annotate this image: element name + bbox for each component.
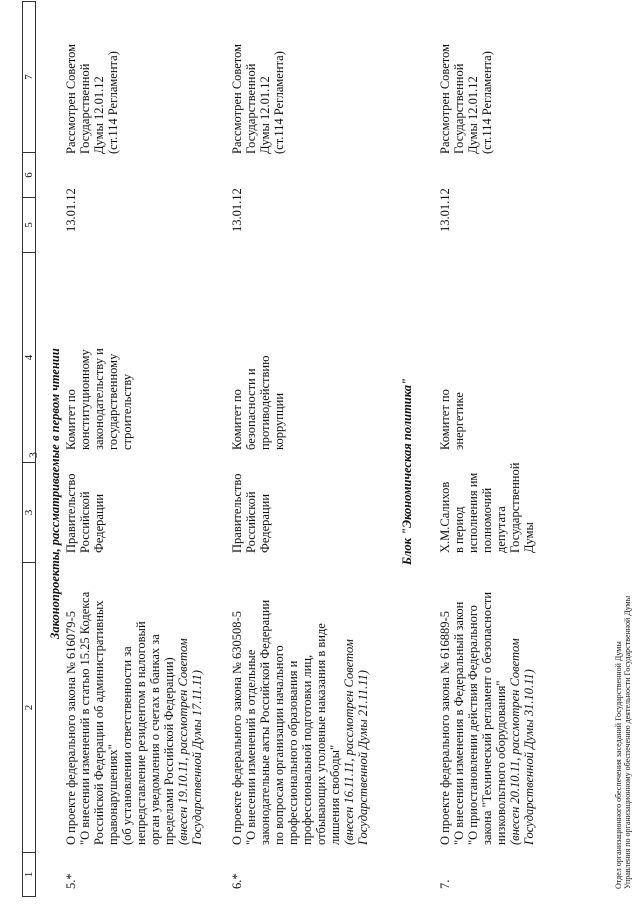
committee <box>230 350 286 450</box>
bill-title-line: профессионального образования и <box>286 660 300 845</box>
bill-title-line: по вопросам организации начального <box>272 645 286 845</box>
initiator-line: в период <box>452 506 466 553</box>
committee-line: Комитет по <box>438 389 452 450</box>
bill-title-line: Российской Федерации об административных <box>92 600 106 845</box>
status-line: Рассмотрен Советом <box>438 43 452 154</box>
column-number: 4 <box>23 253 36 463</box>
bill-title-line: отбывающих уголовные наказания в виде <box>314 623 328 845</box>
committee-line: противодействию <box>258 355 272 450</box>
committee-line: Комитет по <box>64 389 78 450</box>
committee-line: Комитет по <box>230 389 244 450</box>
bill-title-line: "О внесении изменения в Федеральный закон <box>452 601 466 845</box>
status-line: Думы 12.01.12 <box>258 76 272 154</box>
initiator-line: исполнения им <box>466 472 480 553</box>
bill-title-line: О проекте федерального закона № 616079-5 <box>64 611 78 845</box>
column-number: 6 <box>23 153 36 198</box>
bill-title-line: О проекте федерального закона № 630508-5 <box>230 611 244 845</box>
initiator-line: Правительство <box>230 473 244 553</box>
status-line: Государственной <box>78 63 92 154</box>
initiator-line: Российской <box>244 491 258 553</box>
status-line: Государственной <box>452 63 466 154</box>
bill-title-line: О проекте федерального закона № 616889-5 <box>438 611 452 845</box>
bill-note-line: Государственной Думы 31.10.11) <box>522 669 536 845</box>
committee <box>64 350 134 450</box>
bill-title-line: непредставление резидентом в налоговый <box>134 621 148 845</box>
bill-note-line: Государственной Думы 17.11.11) <box>190 670 204 845</box>
initiator <box>64 473 106 553</box>
bill-title-line: правонарушениях" <box>106 744 120 845</box>
status <box>230 24 286 154</box>
page-number: 3 <box>26 452 40 458</box>
bill-title-line: "О приостановлении действия Федерального <box>466 605 480 845</box>
column-number: 3 <box>23 463 36 563</box>
status-line: (ст.114 Регламента) <box>106 51 120 154</box>
section-header: Законопроекты, рассматриваемые в первом чтении <box>48 348 62 639</box>
block-header: Блок "Экономическая политика" <box>400 378 414 565</box>
column-number: 2 <box>23 563 36 853</box>
status <box>438 24 494 154</box>
bill-title-line: "О внесении изменений в отдельные <box>244 649 258 845</box>
committee-line: государственному <box>106 353 120 450</box>
initiator-line: Российской <box>78 491 92 553</box>
bill-note-line: (внесен 16.11.11, рассмотрен Советом <box>342 639 356 845</box>
initiator-line: Х.М.Салихов <box>438 481 452 553</box>
bill-description <box>230 557 370 845</box>
status-line: (ст.114 Регламента) <box>480 51 494 154</box>
column-number-header <box>22 1 36 897</box>
bill-note-line: (внесен 19.10.11, рассмотрен Советом <box>176 638 190 845</box>
initiator-line: Федерации <box>258 493 272 553</box>
footer-line: Отдел организационного обеспечения заседаний Государственной Думы <box>614 641 623 889</box>
bill-title-line: лишения свободы" <box>328 744 342 845</box>
status-line: Государственной <box>244 63 258 154</box>
row-number: 7. <box>438 879 452 889</box>
status-line: Рассмотрен Советом <box>230 43 244 154</box>
initiator <box>438 462 536 553</box>
bill-note-line: (внесен 20.10.11, рассмотрен Советом <box>508 638 522 845</box>
committee-line: законодательству и <box>92 348 106 450</box>
bill-title-line: закона "Технический регламент о безопасности <box>480 591 494 845</box>
bill-title-line: низковольтного оборудования" <box>494 680 508 845</box>
committee-line: энергетике <box>452 392 466 450</box>
committee-line: строительству <box>120 373 134 450</box>
bill-description <box>438 557 536 845</box>
column-number: 1 <box>23 853 36 897</box>
bill-title-line: пределами Российской Федерации) <box>162 657 176 845</box>
date: 13.01.12 <box>438 188 452 232</box>
initiator-line: Думы <box>522 522 536 553</box>
status <box>64 24 120 154</box>
initiator-line: Правительство <box>64 473 78 553</box>
footer <box>614 596 632 889</box>
bill-description <box>64 557 204 845</box>
initiator-line: депутата <box>494 506 508 553</box>
date: 13.01.12 <box>230 188 244 232</box>
footer-line: Управления по организационному обеспечению деятельности Государственной Думы <box>623 595 632 889</box>
committee-line: коррупции <box>272 392 286 450</box>
date: 13.01.12 <box>64 188 78 232</box>
bill-note-line: Государственной Думы 21.11.11) <box>356 670 370 845</box>
row-number: 6.* <box>230 873 244 889</box>
status-line: Рассмотрен Советом <box>64 43 78 154</box>
initiator-line: полномочий <box>480 487 494 553</box>
column-number: 7 <box>23 2 36 153</box>
committee-line: безопасности и <box>244 368 258 450</box>
row-number: 5.* <box>64 873 78 889</box>
column-number: 5 <box>23 198 36 253</box>
bill-title-line: законодательные акты Российской Федерации <box>258 599 272 845</box>
bill-title-line: (об установлении ответственности за <box>120 646 134 845</box>
bill-title-line: орган уведомления о счетах в банках за <box>148 634 162 845</box>
committee <box>438 350 466 450</box>
status-line: Думы 12.01.12 <box>92 76 106 154</box>
bill-title-line: "О внесении изменений в статью 15.25 Кодекса <box>78 591 92 845</box>
initiator <box>230 473 272 553</box>
initiator-line: Федерации <box>92 493 106 553</box>
status-line: Думы 12.01.12 <box>466 76 480 154</box>
bill-title-line: профессиональной подготовки лиц, <box>300 654 314 845</box>
initiator-line: Государственной <box>508 462 522 553</box>
committee-line: конституционному <box>78 349 92 450</box>
status-line: (ст.114 Регламента) <box>272 51 286 154</box>
